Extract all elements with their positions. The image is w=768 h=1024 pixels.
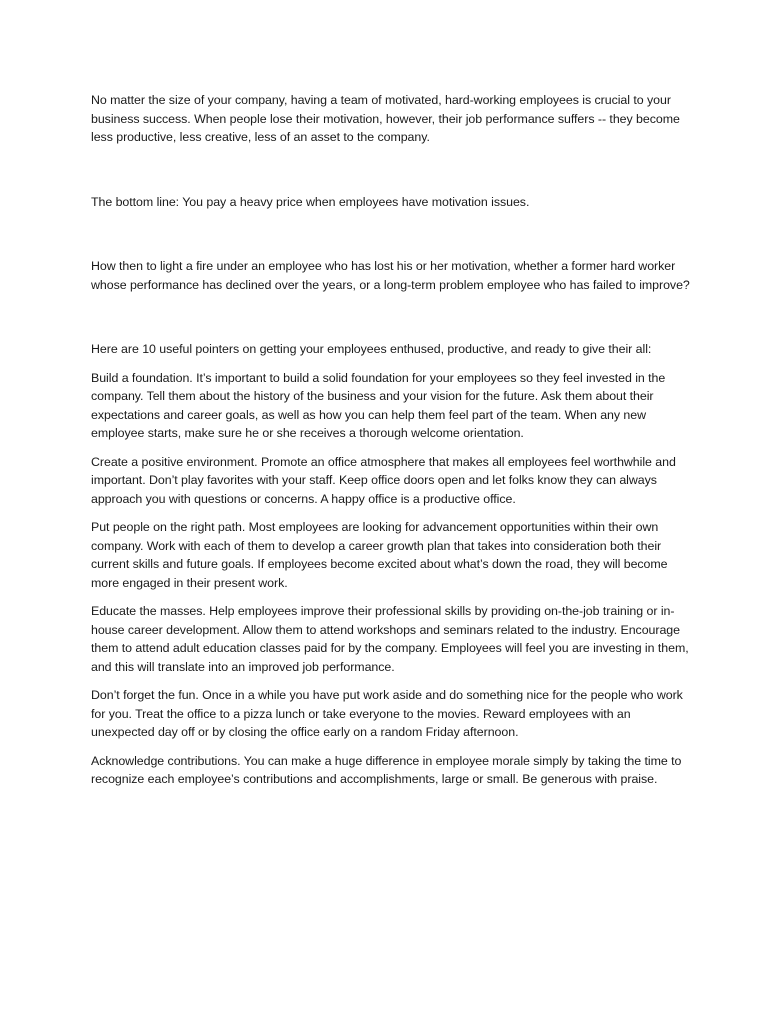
paragraph-intro: No matter the size of your company, having a team of motivated, hard-working employees is crucial to your business success. When people lose their motivation, however, their job performance suffers -- they become less productive, less creative, less of an asset to the company. <box>91 93 680 144</box>
paragraph-pointers-intro: Here are 10 useful pointers on getting your employees enthused, productive, and ready to give their all: <box>91 342 652 356</box>
paragraph-build-foundation: Build a foundation. It’s important to build a solid foundation for your employees so they feel invested in the company. Tell them about the history of the business and your vision for the future. Ask them about their expectations and career goals, as well as how you can help them feel part of the team. When any new employee starts, make sure he or she receives a thorough welcome orientation. <box>91 370 666 440</box>
document-body <box>91 91 691 799</box>
paragraph-acknowledge: Acknowledge contributions. You can make a huge difference in employee morale simply by taking the time to recognize each employee’s contributions and accomplishments, large or small. Be generous with praise. <box>91 753 682 786</box>
paragraph-positive-environment: Create a positive environment. Promote an office atmosphere that makes all employees feel worthwhile and important. Don’t play favorites with your staff. Keep office doors open and let folks know they can always approach you with questions or concerns. A happy office is a productive office. <box>91 454 676 506</box>
paragraph-question: How then to light a fire under an employee who has lost his or her motivation, whether a former hard worker whose performance has declined over the years, or a long-term problem employee who has failed to improve? <box>91 259 690 292</box>
paragraph-right-path: Put people on the right path. Most employees are looking for advancement opportunities within their own company. Work with each of them to develop a career growth plan that takes into consideration both their current skills and future goals. If employees become excited about what’s down the road, they will become more engaged in their present work. <box>91 520 668 590</box>
paragraph-educate: Educate the masses. Help employees improve their professional skills by providing on-the-job training or in-house career development. Allow them to attend workshops and seminars related to the industry. Encourage them to attend adult education classes paid for by the company. Employees will feel you are investing in them, and this will translate into an improved job performance. <box>91 604 689 674</box>
paragraph-fun: Don’t forget the fun. Once in a while you have put work aside and do something nice for the people who work for you. Treat the office to a pizza lunch or take everyone to the movies. Reward employees with an unexpected day off or by closing the office early on a random Friday afternoon. <box>91 688 683 739</box>
paragraph-bottom-line: The bottom line: You pay a heavy price when employees have motivation issues. <box>91 194 530 209</box>
